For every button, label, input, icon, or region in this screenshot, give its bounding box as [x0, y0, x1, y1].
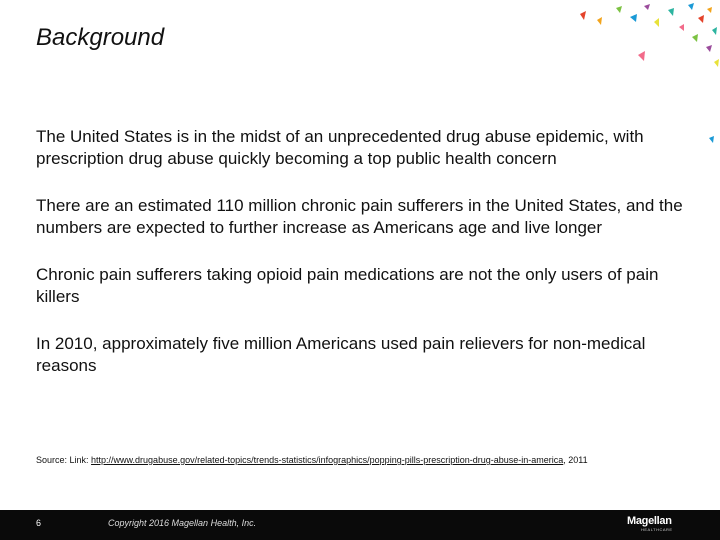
- logo-subtext: HEALTHCARE: [641, 527, 673, 532]
- source-suffix: , 2011: [563, 455, 588, 465]
- confetti-piece: [714, 59, 719, 67]
- confetti-piece: [679, 24, 684, 31]
- body-text: [36, 126, 686, 402]
- confetti-piece: [692, 34, 698, 42]
- confetti-piece: [654, 18, 659, 27]
- confetti-piece: [698, 15, 704, 23]
- page-number: 6: [36, 518, 42, 528]
- confetti-piece: [707, 7, 712, 13]
- paragraph-chronic-pain-stats: There are an estimated 110 million chronic pain sufferers in the United States, and the numbers are expected to further increase as Americans age and live longer: [36, 196, 683, 237]
- paragraph-epidemic: The United States is in the midst of an unprecedented drug abuse epidemic, with prescription drug abuse quickly becoming a top public health concern: [36, 127, 644, 168]
- confetti-piece: [616, 6, 622, 13]
- paragraph-other-users: Chronic pain sufferers taking opioid pain medications are not the only users of pain killers: [36, 265, 659, 306]
- source-link[interactable]: http://www.drugabuse.gov/related-topics/trends-statistics/infographics/popping-pills-prescription-drug-abuse-in-america: [91, 455, 564, 465]
- source-citation: [36, 455, 696, 465]
- confetti-piece: [580, 11, 586, 20]
- footer-bar: [0, 510, 720, 540]
- magellan-logo: [627, 515, 673, 532]
- confetti-piece: [597, 17, 602, 25]
- confetti-piece: [668, 8, 674, 16]
- confetti-piece: [644, 4, 650, 10]
- confetti-piece: [688, 3, 694, 10]
- confetti-piece: [630, 14, 637, 22]
- copyright-text: Copyright 2016 Magellan Health, Inc.: [108, 518, 257, 528]
- logo-text: Magellan: [627, 515, 672, 527]
- confetti-piece: [712, 27, 717, 35]
- source-prefix: Source: Link:: [36, 455, 92, 465]
- confetti-piece: [706, 45, 712, 52]
- confetti-piece: [638, 51, 645, 61]
- paragraph-nonmedical-use: In 2010, approximately five million Americans used pain relievers for non-medical reasons: [36, 334, 646, 375]
- slide-title: Background: [36, 24, 165, 51]
- confetti-piece: [709, 136, 714, 143]
